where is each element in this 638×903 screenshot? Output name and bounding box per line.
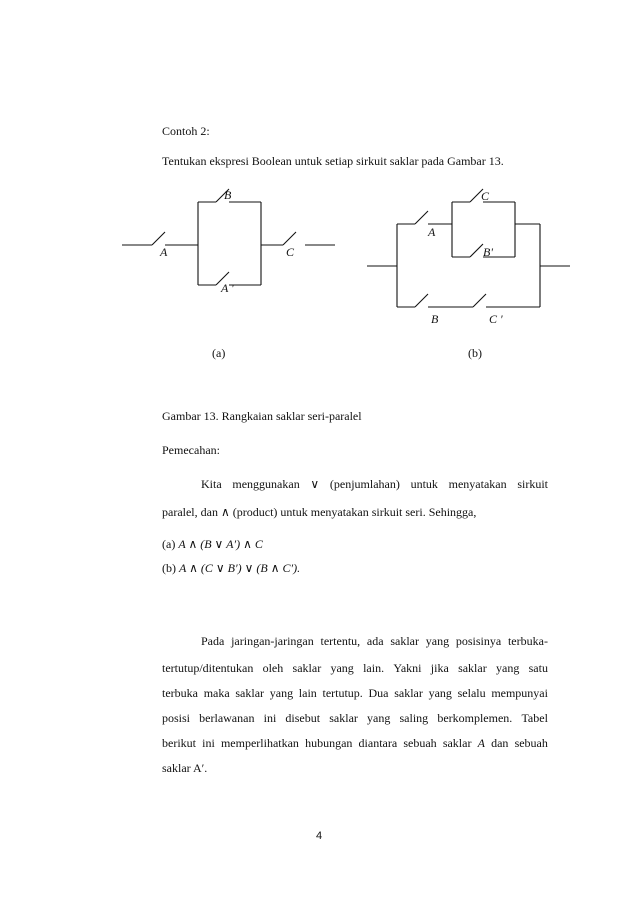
- word: satu: [528, 661, 548, 675]
- example-heading: Contoh 2:: [162, 124, 210, 138]
- para2-line6: saklar A′.: [162, 761, 208, 775]
- switch-a-C: [283, 232, 296, 245]
- word: posisi: [162, 711, 191, 725]
- switch-b-B: [415, 294, 428, 307]
- word: tertutup.: [322, 686, 363, 700]
- word: berikut: [162, 736, 196, 750]
- word: saklar: [458, 661, 487, 675]
- word: yang: [428, 686, 452, 700]
- caption-b: (b): [468, 346, 482, 360]
- word: sebuah: [514, 736, 548, 750]
- word: mempunyai: [491, 686, 548, 700]
- word: ini: [202, 736, 215, 750]
- label-b-A: A: [428, 225, 436, 239]
- word: memperlihatkan: [220, 736, 299, 750]
- word: terbuka-: [507, 634, 548, 648]
- word: saklar: [329, 711, 358, 725]
- word: ada: [366, 634, 384, 648]
- word: yang: [367, 711, 391, 725]
- word: yang: [425, 634, 450, 648]
- word: tertentu,: [320, 634, 361, 648]
- label-a-C: C: [286, 245, 295, 259]
- word: menggunakan: [232, 477, 300, 491]
- switch-a-A: [152, 232, 165, 245]
- word-variable-A: A: [477, 736, 485, 750]
- word: sirkuit: [517, 477, 548, 491]
- para1-line1: [201, 477, 548, 492]
- para2-line3: [162, 686, 548, 701]
- label-b-C-prime: C ': [489, 312, 503, 326]
- label-a-A: A: [160, 245, 168, 259]
- switch-b-A: [415, 211, 428, 224]
- switch-b-C-prime: [473, 294, 486, 307]
- word: yang: [330, 661, 354, 675]
- para2-line4: [162, 711, 548, 726]
- word: disebut: [285, 711, 321, 725]
- word: untuk: [410, 477, 438, 491]
- or-symbol: ∨: [310, 477, 320, 491]
- word: saling: [399, 711, 429, 725]
- label-a-B: B: [224, 188, 232, 202]
- para2-line2: [162, 661, 548, 676]
- circuit-a: [122, 188, 335, 360]
- word: saklar: [292, 661, 322, 675]
- word: Tabel: [521, 711, 548, 725]
- label-b-B: B: [431, 312, 439, 326]
- para2-line5: [162, 736, 548, 751]
- question-text: Tentukan ekspresi Boolean untuk setiap sirkuit saklar pada Gambar 13.: [162, 154, 504, 168]
- word: Yakni: [393, 661, 422, 675]
- word: Kita: [201, 477, 222, 491]
- word: menyatakan: [448, 477, 507, 491]
- word: Pada: [201, 634, 225, 648]
- word: lain: [298, 686, 317, 700]
- answer-a-expression: A ∧ (B ∨ A′) ∧ C: [178, 537, 263, 551]
- word: selalu: [457, 686, 486, 700]
- circuit-b: [367, 189, 570, 360]
- word: terbuka: [162, 686, 198, 700]
- word: saklar: [442, 736, 472, 750]
- word: sebuah: [403, 736, 437, 750]
- switch-b-B-prime: [470, 244, 483, 257]
- page-number: 4: [315, 830, 323, 842]
- answer-b-label: (b): [162, 561, 176, 575]
- label-b-C: C: [481, 189, 490, 203]
- answer-b: [162, 561, 300, 576]
- word: posisinya: [455, 634, 502, 648]
- label-b-B-prime: B': [483, 245, 493, 259]
- solution-label: Pemecahan:: [162, 443, 220, 457]
- word: jika: [430, 661, 449, 675]
- word: berkomplemen.: [437, 711, 513, 725]
- word: hubungan: [305, 736, 353, 750]
- word: dan: [491, 736, 509, 750]
- word: Dua: [368, 686, 389, 700]
- word: saklar: [390, 634, 419, 648]
- word: diantara: [358, 736, 398, 750]
- word: berlawanan: [199, 711, 255, 725]
- word: jaringan-jaringan: [231, 634, 314, 648]
- word: saklar: [235, 686, 265, 700]
- word: ini: [263, 711, 277, 725]
- answer-a-label: (a): [162, 537, 176, 551]
- word: lain.: [363, 661, 385, 675]
- word: tertutup/ditentukan: [162, 661, 254, 675]
- word: (penjumlahan): [329, 477, 400, 491]
- word: yang: [496, 661, 520, 675]
- word: saklar: [394, 686, 423, 700]
- answer-b-expression: A ∧ (C ∨ B′) ∨ (B ∧ C′).: [179, 561, 301, 575]
- word: maka: [203, 686, 230, 700]
- figure-caption: Gambar 13. Rangkaian saklar seri-paralel: [162, 409, 362, 423]
- para1-line2: paralel, dan ∧ (product) untuk menyatakan sirkuit seri. Sehingga,: [162, 505, 477, 519]
- answer-a: [162, 537, 263, 552]
- caption-a: (a): [212, 346, 226, 360]
- word: oleh: [262, 661, 284, 675]
- para2-line1: [201, 634, 548, 649]
- word: yang: [269, 686, 294, 700]
- label-a-A-prime: A ': [221, 281, 234, 295]
